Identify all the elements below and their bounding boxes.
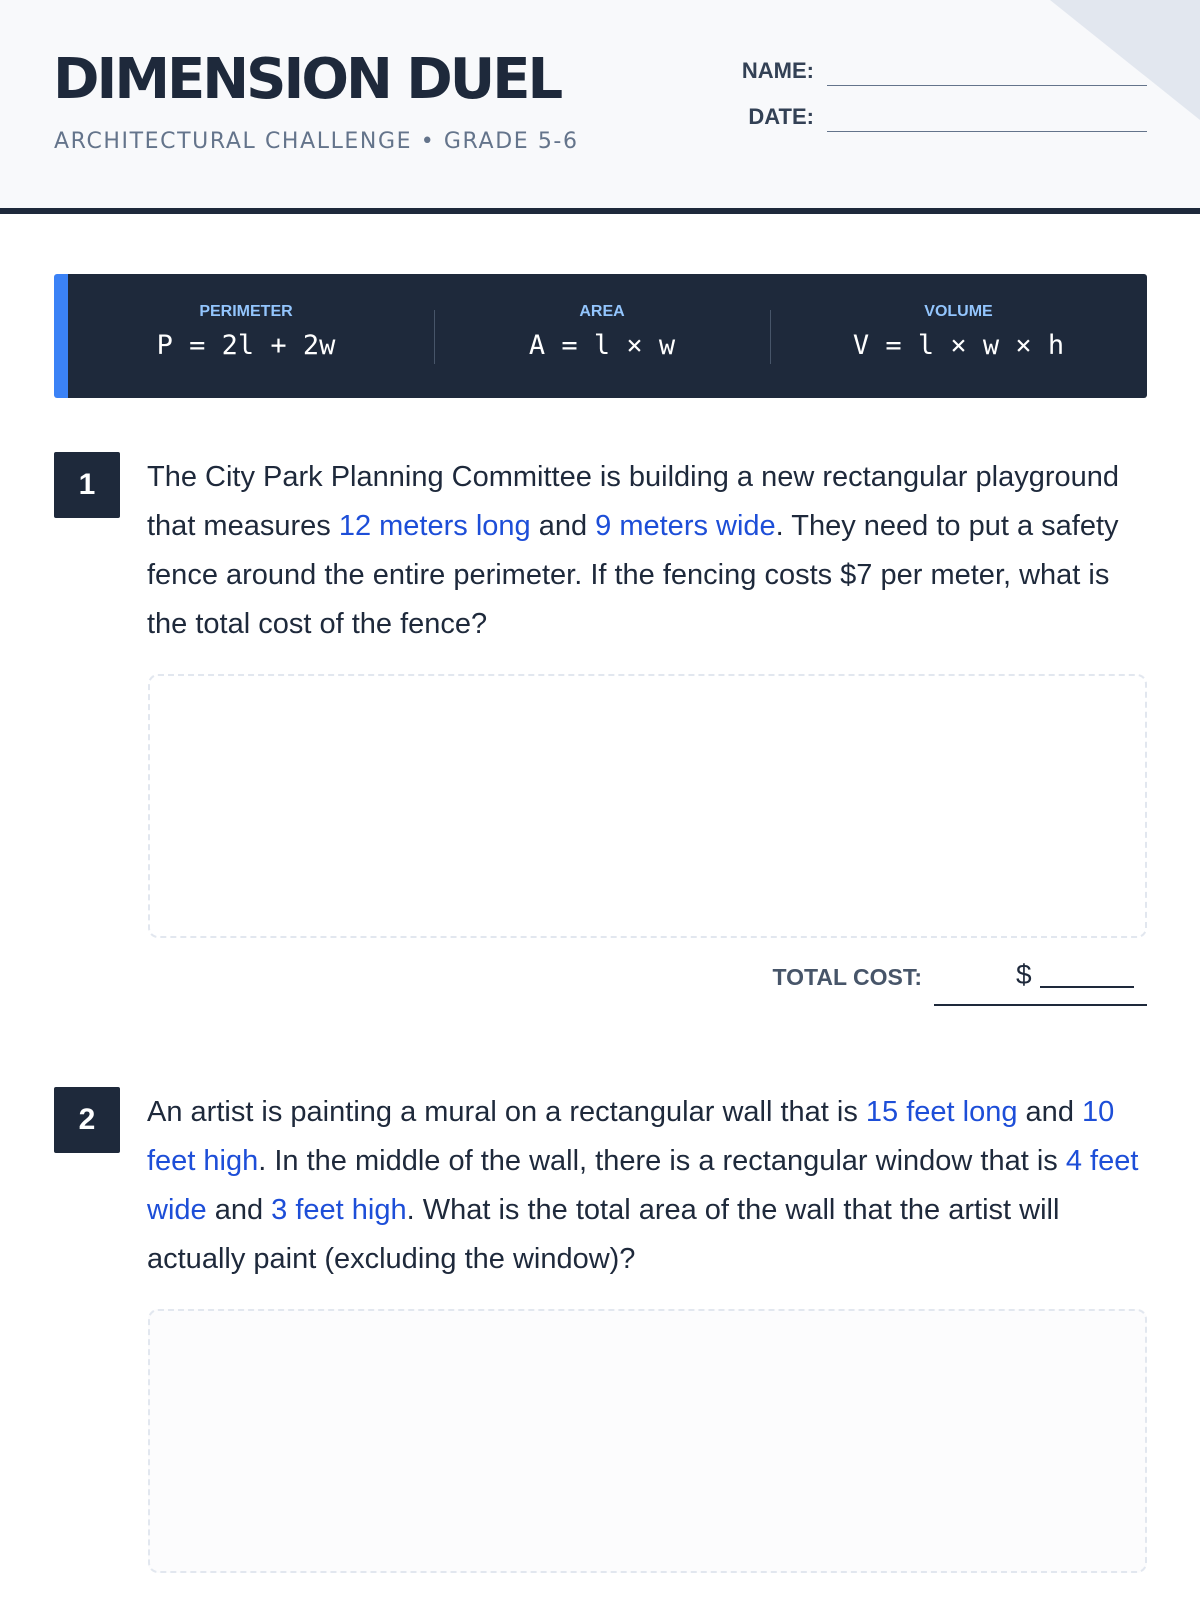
question-1-work-area[interactable] <box>148 674 1147 938</box>
worksheet-title: DIMENSION DUEL <box>53 47 561 112</box>
formula-label: VOLUME <box>924 303 993 320</box>
name-field[interactable] <box>827 84 1147 86</box>
formula-expression: A = l × w <box>528 330 676 361</box>
question-1-text <box>147 453 1147 649</box>
highlighted-dimension: 9 meters wide <box>595 510 776 542</box>
date-field[interactable] <box>827 130 1147 132</box>
highlighted-dimension: 15 feet long <box>865 1096 1018 1128</box>
question-number-badge: 2 <box>54 1087 120 1153</box>
highlighted-dimension: 12 meters long <box>338 510 531 542</box>
total-cost-label: TOTAL COST: <box>772 964 922 990</box>
question-text-part: . What is the total area of the wall that the artist will actually paint (excluding the window)? <box>147 1194 1060 1275</box>
total-cost-answer-field[interactable] <box>934 956 1147 1006</box>
name-label: NAME: <box>741 58 814 83</box>
question-text-part: and <box>530 510 596 542</box>
formula-label: AREA <box>579 303 625 320</box>
answer-blank-line <box>1040 986 1134 988</box>
question-2-work-area[interactable] <box>148 1309 1147 1573</box>
formula-expression: V = l × w × h <box>852 330 1065 361</box>
highlighted-dimension: 3 feet high <box>271 1194 407 1226</box>
corner-decoration <box>1050 0 1200 120</box>
question-text-part: . In the middle of the wall, there is a rectangular window that is <box>258 1145 1066 1177</box>
formula-volume <box>770 274 1147 398</box>
formula-expression: P = 2l + 2w <box>156 330 336 361</box>
worksheet-header <box>0 0 1200 214</box>
date-label: DATE: <box>748 104 814 129</box>
question-text-part: The City Park Planning Committee is building a new rectangular playground that measures <box>147 461 1120 542</box>
highlighted-dimension: 4 feet wide <box>147 1145 1139 1226</box>
question-text-part: . They need to put a safety fence around the entire perimeter. If the fencing costs $7 per meter, what is the total cost of the fence? <box>147 510 1119 640</box>
formula-area <box>434 274 770 398</box>
formula-reference-bar <box>54 274 1147 398</box>
highlighted-dimension: 10 feet high <box>147 1096 1115 1177</box>
question-2-text <box>147 1088 1147 1284</box>
question-text-part: An artist is painting a mural on a rectangular wall that is <box>147 1096 866 1128</box>
formula-label: PERIMETER <box>199 303 293 320</box>
question-text-part: and <box>1017 1096 1082 1128</box>
worksheet-subtitle: ARCHITECTURAL CHALLENGE • GRADE 5-6 <box>54 129 579 154</box>
question-text-part: and <box>206 1194 272 1226</box>
dollar-sign: $ <box>1016 959 1032 990</box>
question-number-badge: 1 <box>54 452 120 518</box>
formula-perimeter <box>68 274 424 398</box>
